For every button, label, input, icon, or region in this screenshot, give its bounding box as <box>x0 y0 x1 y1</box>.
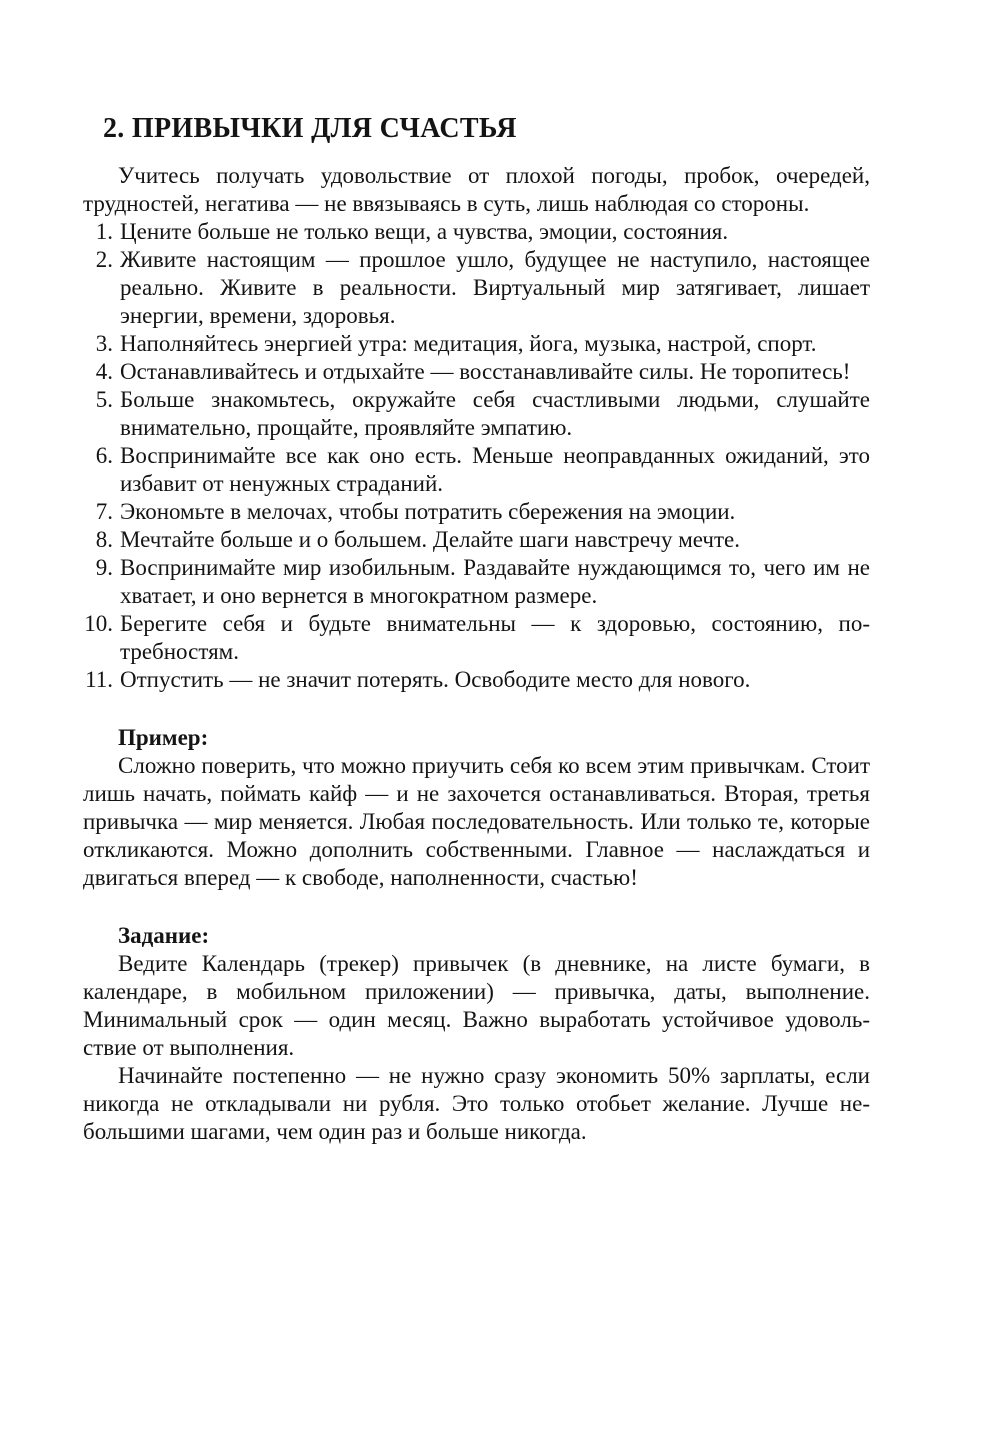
list-item-number: 1. <box>95 219 113 244</box>
list-item-number: 11. <box>85 667 113 692</box>
list-item-number: 4. <box>95 359 113 384</box>
list-item-text: Отпустить — не значит потерять. Освободите место для нового. <box>120 667 751 692</box>
list-item <box>83 554 870 610</box>
list-item <box>83 498 870 526</box>
list-item-text: Воспринимайте мир изобильным. Раздавайте нуждающимся то, чего им не хватает, и оно вернется в многократном размере. <box>120 555 870 608</box>
list-item <box>83 666 870 694</box>
list-item <box>83 386 870 442</box>
list-item-text: Мечтайте больше и о большем. Делайте шаги навстречу мечте. <box>120 527 740 552</box>
paragraph: Начинайте постепенно — не нужно сразу экономить 50% зарплаты, если никогда не откладывали ни рубля. Это только отобьет желание. Лучше небольшими шагами, чем один раз и больше никогда. <box>83 1063 870 1144</box>
list-item <box>83 246 870 330</box>
example-label: Пример: <box>118 725 209 750</box>
list-item <box>83 218 870 246</box>
list-item-text: Экономьте в мелочах, чтобы потратить сбережения на эмоции. <box>120 499 736 524</box>
list-item-text: Воспринимайте все как оно есть. Меньше неоправданных ожиданий, это избавит от ненужных страданий. <box>120 443 870 496</box>
list-item-text: Больше знакомьтесь, окружайте себя счастливыми людьми, слушайте внимательно, прощайте, проявляйте эмпатию. <box>120 387 870 440</box>
list-item-number: 10. <box>84 611 113 636</box>
list-item-number: 5. <box>95 387 113 412</box>
habits-list <box>83 218 870 694</box>
list-item-text: Наполняйтесь энергией утра: медитация, йога, музыка, настрой, спорт. <box>120 331 817 356</box>
paragraph: Ведите Календарь (трекер) привычек (в дневнике, на листе бумаги, в календаре, в мобильном приложении) — привычка, даты, выполнение. Минимальный срок — один месяц. Важно выработать устойчивое удовольствие от выполнения. <box>83 951 870 1060</box>
list-item <box>83 610 870 666</box>
list-item <box>83 526 870 554</box>
list-item-number: 6. <box>95 443 113 468</box>
task-label: Задание: <box>118 923 210 948</box>
example-paragraphs <box>83 752 870 892</box>
list-item-number: 9. <box>95 555 113 580</box>
list-item-text: Берегите себя и будьте внимательны — к здоровью, состоянию, потребностям. <box>120 611 870 664</box>
list-item-text: Живите настоящим — прошлое ушло, будущее не наступило, настоящее реально. Живите в реальности. Виртуальный мир затягивает, лишает энергии, времени, здоровья. <box>120 247 870 328</box>
list-item <box>83 442 870 498</box>
list-item-number: 8. <box>95 527 113 552</box>
list-item <box>83 358 870 386</box>
task-paragraphs <box>83 950 870 1146</box>
list-item-number: 2. <box>95 247 113 272</box>
page-content <box>83 112 870 1146</box>
list-item-number: 7. <box>95 499 113 524</box>
chapter-heading: 2. ПРИВЫЧКИ ДЛЯ СЧАСТЬЯ <box>103 113 517 144</box>
paragraph: Сложно поверить, что можно приучить себя ко всем этим привычкам. Стоит лишь начать, поймать кайф — и не захочется останавливаться. Вторая, третья привычка — мир меняется. Любая последовательность. Или только те, которые откликаются. Можно дополнить собственными. Главное — наслаждаться и двигаться вперед — к свободе, наполненности, счастью! <box>83 753 870 890</box>
list-item <box>83 330 870 358</box>
list-item-number: 3. <box>95 331 113 356</box>
intro-paragraph: Учитесь получать удовольствие от плохой погоды, пробок, очередей, трудностей, негатива — не ввязываясь в суть, лишь наблюдая со стороны. <box>83 163 870 216</box>
list-item-text: Цените больше не только вещи, а чувства, эмоции, состояния. <box>120 219 729 244</box>
list-item-text: Останавливайтесь и отдыхайте — восстанавливайте силы. Не торопитесь! <box>120 359 851 384</box>
